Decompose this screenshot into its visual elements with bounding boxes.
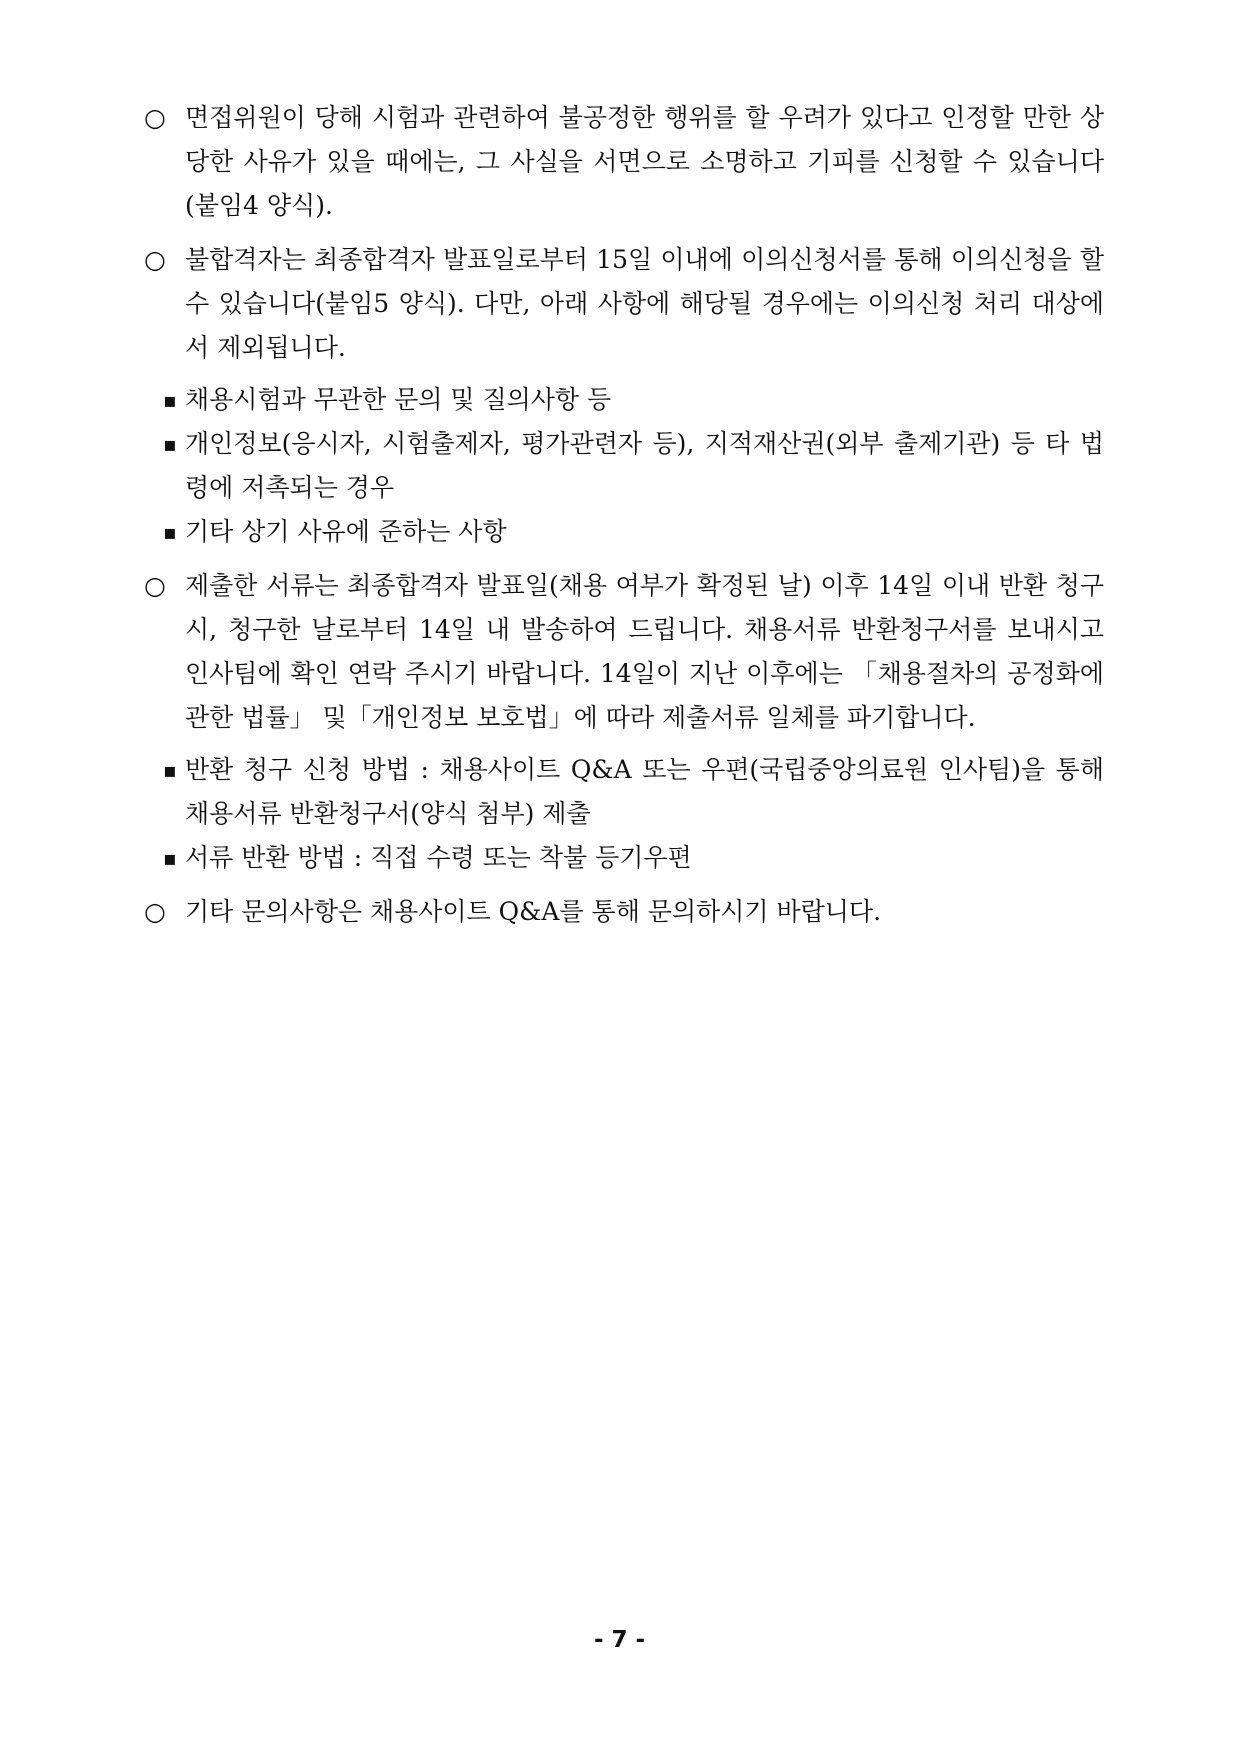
section-recusal xyxy=(144,96,1104,228)
square-bullet-icon: ▪ xyxy=(163,520,177,544)
list-item xyxy=(144,748,1104,836)
square-bullet-icon: ▪ xyxy=(163,432,177,456)
square-bullet-icon: ▪ xyxy=(163,846,177,870)
list-item-text: 서류 반환 방법 : 직접 수령 또는 착불 등기우편 xyxy=(185,843,692,872)
section-text: 제출한 서류는 최종합격자 발표일(채용 여부가 확정된 날) 이후 14일 이내 반환 청구 시, 청구한 날로부터 14일 내 발송하여 드립니다. 채용서류 반환청구서를 보내시고 인사팀에 확인 연락 주시기 바랍니다. 14일이 지난 이후에는 「채용절차의 공정화에 관한 법률」 및「개인정보 보호법」에 따라 제출서류 일체를 파기합니다. xyxy=(185,571,1104,732)
list-item xyxy=(144,378,1104,422)
circle-marker-icon: ○ xyxy=(144,571,166,600)
circle-marker-icon: ○ xyxy=(144,897,166,926)
list-item-text: 반환 청구 신청 방법 : 채용사이트 Q&A 또는 우편(국립중앙의료원 인사팀)을 통해 채용서류 반환청구서(양식 첨부) 제출 xyxy=(185,755,1104,828)
section-text: 기타 문의사항은 채용사이트 Q&A를 통해 문의하시기 바랍니다. xyxy=(185,897,882,926)
list-item-text: 개인정보(응시자, 시험출제자, 평가관련자 등), 지적재산권(외부 출제기관) 등 타 법령에 저촉되는 경우 xyxy=(185,429,1104,502)
square-bullet-icon: ▪ xyxy=(163,758,177,782)
section-paragraph xyxy=(144,238,1104,370)
list-item-text: 채용시험과 무관한 문의 및 질의사항 등 xyxy=(185,385,612,414)
section-text: 면접위원이 당해 시험과 관련하여 불공정한 행위를 할 우려가 있다고 인정할 만한 상당한 사유가 있을 때에는, 그 사실을 서면으로 소명하고 기피를 신청할 수 있습니다(붙임4 양식). xyxy=(185,103,1104,220)
section-document-return xyxy=(144,564,1104,880)
section-inquiry xyxy=(144,890,1104,934)
list-item xyxy=(144,422,1104,510)
list-item xyxy=(144,510,1104,554)
list-item xyxy=(144,836,1104,880)
page-number: - 7 - xyxy=(593,1627,646,1653)
section-paragraph xyxy=(144,96,1104,228)
section-paragraph xyxy=(144,890,1104,934)
circle-marker-icon: ○ xyxy=(144,245,166,274)
section-objection xyxy=(144,238,1104,554)
document-body xyxy=(144,96,1104,944)
square-bullet-icon: ▪ xyxy=(163,388,177,412)
circle-marker-icon: ○ xyxy=(144,103,166,132)
section-paragraph xyxy=(144,564,1104,740)
section-text: 불합격자는 최종합격자 발표일로부터 15일 이내에 이의신청서를 통해 이의신청을 할 수 있습니다(붙임5 양식). 다만, 아래 사항에 해당될 경우에는 이의신청 처리 대상에서 제외됩니다. xyxy=(185,245,1104,362)
list-item-text: 기타 상기 사유에 준하는 사항 xyxy=(185,517,507,546)
